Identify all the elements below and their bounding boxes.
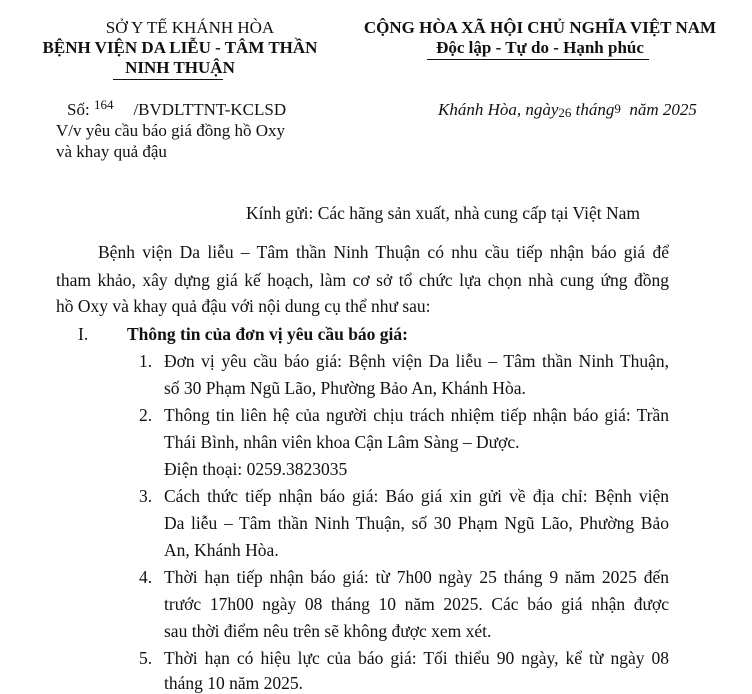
- section-title: Thông tin của đơn vị yêu cầu báo giá:: [127, 324, 408, 344]
- item-line: Da liễu – Tâm thần Ninh Thuận, số 30 Phạm Ngũ Lão, Phường Bảo: [164, 513, 669, 533]
- item-line: An, Khánh Hòa.: [164, 540, 279, 560]
- recipient: Kính gửi: Các hãng sản xuất, nhà cung cấp tại Việt Nam: [246, 203, 640, 223]
- motto-underline: [427, 59, 649, 60]
- intro-line: Bệnh viện Da liễu – Tâm thần Ninh Thuận có nhu cầu tiếp nhận báo giá để: [98, 242, 669, 262]
- date-place: Khánh Hòa, ngày: [438, 100, 559, 119]
- date-day: 26: [558, 105, 572, 120]
- hospital-name-line2: NINH THUẬN: [125, 58, 235, 77]
- subject-line1: V/v yêu cầu báo giá đồng hồ Oxy: [56, 121, 285, 140]
- section-numeral: I.: [78, 324, 89, 344]
- date-month: 9: [614, 101, 621, 116]
- hospital-underline: [113, 79, 223, 80]
- date-year: năm 2025: [629, 100, 697, 119]
- document-number: [67, 97, 287, 120]
- item-line: Đơn vị yêu cầu báo giá: Bệnh viện Da liễu – Tâm thần Ninh Thuận,: [164, 351, 669, 371]
- doc-no-suffix: /BVDLTTNT-KCLSD: [133, 100, 287, 119]
- date-line: [438, 100, 697, 120]
- item-line: sau thời điểm nêu trên sẽ không được xem xét.: [164, 621, 492, 641]
- item-line: trước 17h00 ngày 08 tháng 10 năm 2025. Các báo giá nhận được: [164, 594, 669, 614]
- agency-name: SỞ Y TẾ KHÁNH HÒA: [105, 18, 275, 37]
- item-number: 2.: [139, 405, 153, 425]
- item-number: 3.: [139, 486, 153, 506]
- intro-line: hồ Oxy và khay quả đậu với nội dung cụ thể như sau:: [56, 296, 431, 316]
- nation-title: CỘNG HÒA XÃ HỘI CHỦ NGHĨA VIỆT NAM: [363, 18, 717, 37]
- intro-line: tham khảo, xây dựng giá kế hoạch, làm cơ sở tổ chức lựa chọn nhà cung ứng đồng: [56, 270, 669, 290]
- item-line: Thái Bình, nhân viên khoa Cận Lâm Sàng – Dược.: [164, 432, 520, 452]
- doc-no-value: 164: [93, 97, 114, 112]
- motto: Độc lập - Tự do - Hạnh phúc: [436, 38, 644, 57]
- item-line: Thời hạn có hiệu lực của báo giá: Tối thiểu 90 ngày, kể từ ngày 08: [164, 648, 669, 668]
- item-line: Thời hạn tiếp nhận báo giá: từ 7h00 ngày 25 tháng 9 năm 2025 đến: [164, 567, 669, 587]
- hospital-name-line1: BỆNH VIỆN DA LIỄU - TÂM THẦN: [42, 38, 318, 57]
- item-line: Điện thoại: 0259.3823035: [164, 459, 348, 479]
- item-line: số 30 Phạm Ngũ Lão, Phường Bảo An, Khánh Hòa.: [164, 378, 526, 398]
- subject-line2: và khay quả đậu: [56, 142, 167, 161]
- item-number: 4.: [139, 567, 153, 587]
- item-number: 5.: [139, 648, 153, 668]
- doc-no-prefix: Số:: [67, 100, 90, 119]
- item-line: Thông tin liên hệ của người chịu trách nhiệm tiếp nhận báo giá: Trần: [164, 405, 669, 425]
- item-line: Cách thức tiếp nhận báo giá: Báo giá xin gửi về địa chỉ: Bệnh viện: [164, 486, 669, 506]
- item-number: 1.: [139, 351, 153, 371]
- date-month-label: tháng: [575, 100, 615, 119]
- item-line: tháng 10 năm 2025.: [164, 673, 304, 693]
